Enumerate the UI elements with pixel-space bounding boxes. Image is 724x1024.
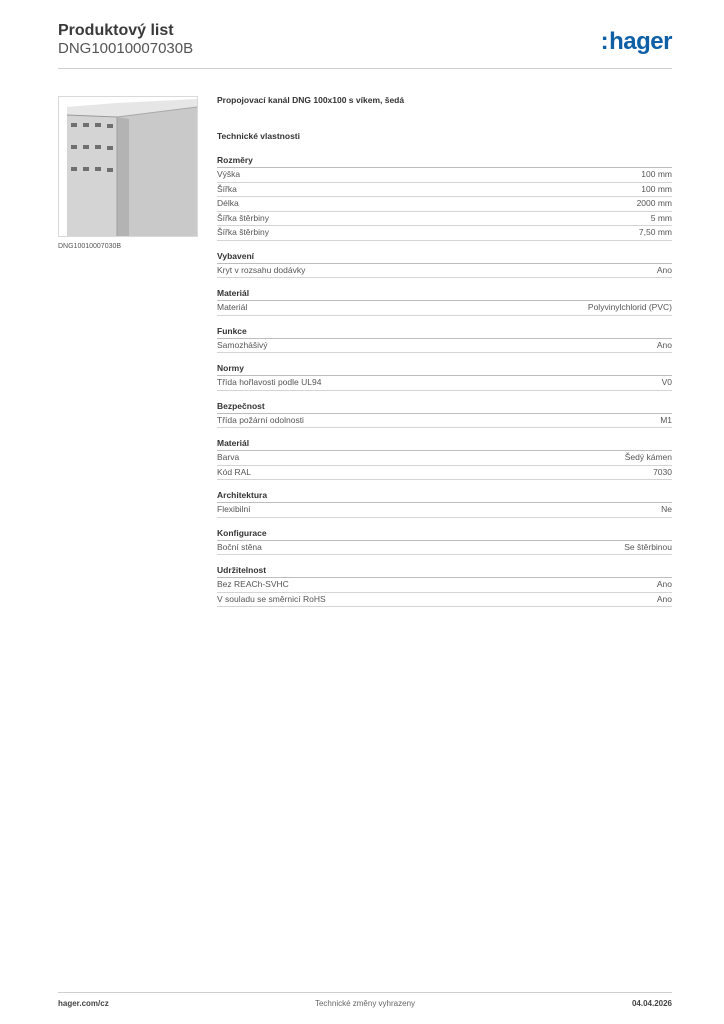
property-section xyxy=(217,527,672,556)
section-title: Normy xyxy=(217,362,672,376)
property-row xyxy=(217,578,672,593)
property-row xyxy=(217,183,672,198)
property-value: Ne xyxy=(661,504,672,514)
page-title: Produktový list xyxy=(58,22,174,39)
property-label: Délka xyxy=(217,198,239,208)
property-value: Ano xyxy=(656,264,672,275)
property-value: 100 mm xyxy=(641,183,672,194)
property-section xyxy=(217,489,672,518)
section-title: Funkce xyxy=(217,325,672,339)
property-row xyxy=(217,451,672,466)
property-value: V0 xyxy=(661,377,672,387)
property-value: Šedý kámen xyxy=(624,452,672,462)
footer-divider xyxy=(58,992,672,993)
product-details xyxy=(217,94,672,616)
property-row xyxy=(217,212,672,227)
property-row xyxy=(217,197,672,212)
section-title: Materiál xyxy=(217,437,672,451)
property-value: 2000 mm xyxy=(636,198,672,208)
property-sections xyxy=(217,154,672,607)
property-label: Barva xyxy=(217,452,240,462)
property-label: Materiál xyxy=(217,302,248,312)
technical-properties-heading: Technické vlastnosti xyxy=(217,131,300,141)
footer-date: 04.04.2026 xyxy=(631,999,672,1008)
property-value: 7030 xyxy=(653,466,672,477)
property-label: Třída požární odolnosti xyxy=(217,414,304,425)
property-row xyxy=(217,541,672,556)
property-label: Bez REACh-SVHC xyxy=(217,579,289,589)
hager-logo: :hager xyxy=(600,28,672,55)
property-row xyxy=(217,503,672,518)
section-title: Konfigurace xyxy=(217,527,672,541)
property-value: Ano xyxy=(656,339,672,350)
property-label: Kryt v rozsahu dodávky xyxy=(217,264,306,275)
property-row xyxy=(217,376,672,391)
property-value: Ano xyxy=(656,593,672,604)
property-label: Kód RAL xyxy=(217,466,252,477)
product-name: Propojovací kanál DNG 100x100 s víkem, šedá xyxy=(217,95,405,105)
property-label: Třída hořlavosti podle UL94 xyxy=(217,377,322,387)
section-title: Bezpečnost xyxy=(217,400,672,414)
footer-disclaimer: Technické změny vyhrazeny xyxy=(314,999,416,1008)
section-title: Rozměry xyxy=(217,154,672,168)
property-section xyxy=(217,154,672,241)
property-row xyxy=(217,168,672,183)
property-value: Ano xyxy=(656,579,672,589)
property-label: Šířka štěrbiny xyxy=(217,212,269,223)
property-value: Se štěrbinou xyxy=(624,541,672,552)
property-section xyxy=(217,362,672,391)
section-title: Udržitelnost xyxy=(217,564,672,578)
header-divider xyxy=(58,68,672,69)
property-section xyxy=(217,250,672,279)
property-value: Polyvinylchlorid (PVC) xyxy=(587,302,672,312)
property-label: Šířka xyxy=(217,183,237,194)
property-label: Samozhášivý xyxy=(217,339,268,350)
product-image xyxy=(58,96,198,237)
section-title: Materiál xyxy=(217,287,672,301)
property-label: Výška xyxy=(217,169,241,179)
property-section xyxy=(217,325,672,354)
property-value: 5 mm xyxy=(650,212,672,223)
property-row xyxy=(217,301,672,316)
property-label: Boční stěna xyxy=(217,541,262,552)
property-value: M1 xyxy=(660,414,672,425)
property-label: V souladu se směrnicí RoHS xyxy=(217,593,326,604)
document-header xyxy=(58,22,193,58)
property-row xyxy=(217,466,672,481)
section-title: Vybavení xyxy=(217,250,672,264)
property-section xyxy=(217,437,672,480)
cable-duct-illustration xyxy=(59,97,197,236)
property-label: Flexibilní xyxy=(217,504,251,514)
section-title: Architektura xyxy=(217,489,672,503)
property-section xyxy=(217,564,672,607)
property-row xyxy=(217,593,672,608)
property-row xyxy=(217,339,672,354)
footer-website: hager.com/cz xyxy=(58,999,109,1008)
property-row xyxy=(217,264,672,279)
property-section xyxy=(217,287,672,316)
property-label: Šířka štěrbiny xyxy=(217,227,269,237)
property-section xyxy=(217,400,672,429)
property-value: 100 mm xyxy=(641,169,672,179)
property-value: 7,50 mm xyxy=(638,227,672,237)
property-row xyxy=(217,226,672,241)
image-caption: DNG10010007030B xyxy=(58,243,122,250)
product-code: DNG10010007030B xyxy=(58,40,194,57)
property-row xyxy=(217,414,672,429)
